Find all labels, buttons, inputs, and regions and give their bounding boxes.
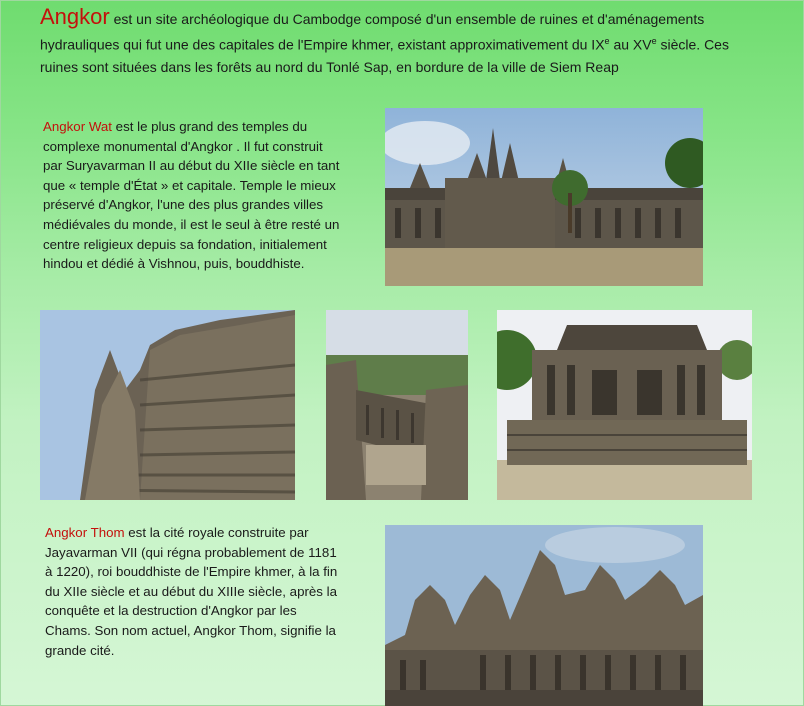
angkor-thom-text: est la cité royale construite par Jayavarman VII (qui régna probablement de 1181 à 1220), roi bouddhiste de l'Empire khmer, à la fin du XIIe siècle et au début du XIIIe siècle, après la conquête et la destruction d'Angkor par les Chams. Son nom actuel, Angkor Thom, signifie la grande cité. (45, 525, 338, 658)
intro-paragraph (40, 6, 760, 78)
angkor-wat-facade-photo (385, 108, 703, 286)
intro-sup-2: e (651, 36, 657, 46)
angkor-thom-name: Angkor Thom (45, 525, 125, 540)
intro-text-a: est un site archéologique du Cambodge composé d'un ensemble de ruines et d'aménagements hydrauliques qui fut une des capitales de l'Empire khmer, existant approximativement du IX (40, 11, 705, 53)
intro-text-b: au XV (609, 36, 652, 53)
angkor-wat-text: est le plus grand des temples du complexe monumental d'Angkor . Il fut construit par Suryavarman II au début du XIIe siècle en tant que « temple d'État » et capitale. Temple le mieux préservé d'Angkor, l'une des plus grandes villes médiévales du monde, il est le seul à être resté un centre religieux depuis sa fondation, initialement hindou et dédié à Vishnou, puis, bouddhiste. (43, 119, 340, 272)
angkor-wat-name: Angkor Wat (43, 119, 112, 134)
angkor-wat-library-photo (497, 310, 752, 500)
page-title: Angkor (40, 4, 110, 29)
intro-sup-1: e (604, 36, 610, 46)
intro-text-c: siècle. Ces ruines sont situées dans les forêts au nord du Tonlé Sap, en bordure de la ville de Siem Reap (40, 36, 729, 75)
angkor-wat-paragraph (43, 117, 343, 274)
angkor-wat-courtyard-photo (326, 310, 468, 500)
angkor-wat-tower-photo (40, 310, 295, 500)
angkor-thom-paragraph (45, 523, 345, 660)
angkor-thom-bayon-photo (385, 525, 703, 706)
